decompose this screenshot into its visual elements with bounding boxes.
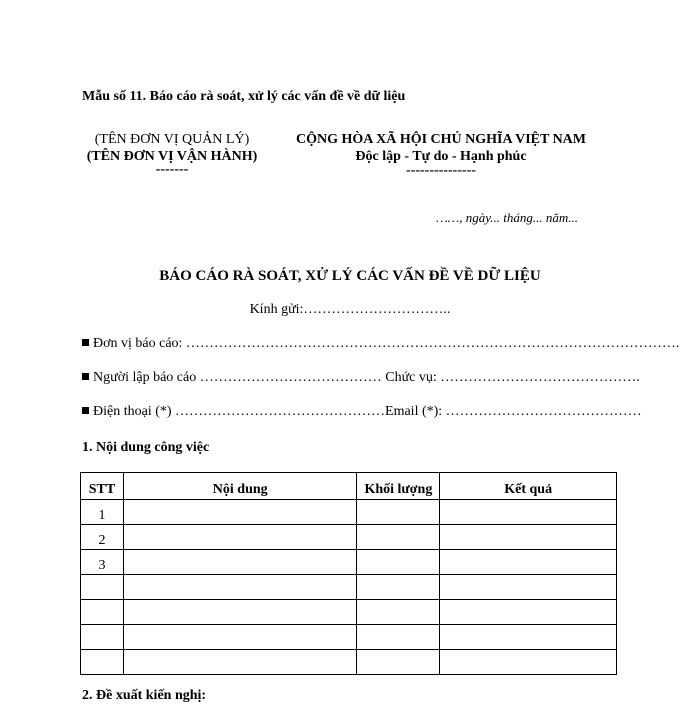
form-title: Mẫu số 11. Báo cáo rà soát, xử lý các vấn đề về dữ liệu [82, 89, 406, 104]
cell-volume [357, 500, 440, 525]
bullet-icon [82, 407, 89, 414]
cell-stt [81, 625, 124, 650]
cell-result [440, 525, 617, 550]
cell-result [440, 600, 617, 625]
cell-stt [81, 575, 124, 600]
cell-volume [357, 600, 440, 625]
cell-volume [357, 550, 440, 575]
cell-content [123, 650, 357, 675]
cell-volume [357, 625, 440, 650]
work-content-table [80, 472, 617, 675]
cell-result [440, 550, 617, 575]
contact-field [82, 404, 642, 420]
right-header [266, 131, 616, 177]
cell-stt: 2 [81, 525, 124, 550]
cell-result [440, 650, 617, 675]
cell-stt [81, 650, 124, 675]
cell-volume [357, 650, 440, 675]
cell-stt: 3 [81, 550, 124, 575]
section-2-title: 2. Đề xuất kiến nghị: [82, 688, 207, 703]
table-row [81, 525, 617, 550]
table-row [81, 575, 617, 600]
bullet-icon [82, 373, 89, 380]
cell-volume [357, 575, 440, 600]
cell-content [123, 525, 357, 550]
cell-content [123, 600, 357, 625]
left-header [82, 131, 262, 175]
cell-result [440, 625, 617, 650]
operating-unit-label: (TÊN ĐƠN VỊ VẬN HÀNH) [86, 149, 258, 164]
table-row [81, 600, 617, 625]
table-row [81, 550, 617, 575]
report-title: BÁO CÁO RÀ SOÁT, XỬ LÝ CÁC VẤN ĐỀ VỀ DỮ LIỆU [159, 268, 541, 284]
header-volume: Khối lượng [357, 473, 440, 500]
cell-volume [357, 525, 440, 550]
cell-stt: 1 [81, 500, 124, 525]
section-1-title: 1. Nội dung công việc [82, 440, 210, 455]
table-header-row [81, 473, 617, 500]
table-row [81, 625, 617, 650]
cell-content [123, 625, 357, 650]
header-result: Kết quả [440, 473, 617, 500]
reporter-field [82, 370, 640, 386]
cell-content [123, 500, 357, 525]
header-content: Nội dung [123, 473, 357, 500]
table-row [81, 650, 617, 675]
header-stt: STT [81, 473, 124, 500]
cell-result [440, 500, 617, 525]
managing-unit-label: (TÊN ĐƠN VỊ QUẢN LÝ) [94, 132, 250, 147]
cell-content [123, 575, 357, 600]
date-line: ……, ngày... tháng... năm... [436, 210, 578, 225]
national-title: CỘNG HÒA XÃ HỘI CHỦ NGHĨA VIỆT NAM [295, 132, 586, 147]
cell-content [123, 550, 357, 575]
recipient-line: Kính gửi:………………………….. [249, 302, 451, 317]
left-header-separator: ------- [155, 162, 189, 177]
cell-stt [81, 600, 124, 625]
right-header-separator: --------------- [406, 163, 476, 178]
national-motto: Độc lập - Tự do - Hạnh phúc [355, 149, 527, 164]
bullet-icon [82, 339, 89, 346]
contact-text: Điện thoại (*) ………………………………………Email (*): …………………………………… [93, 404, 642, 419]
reporting-unit-field [82, 336, 679, 352]
cell-result [440, 575, 617, 600]
table-row [81, 500, 617, 525]
reporter-text: Người lập báo cáo ………………………………… Chức vụ: ……………………………………. [93, 370, 640, 385]
reporting-unit-text: Đơn vị báo cáo: ……………………………………………………………………………………………. [93, 336, 680, 351]
